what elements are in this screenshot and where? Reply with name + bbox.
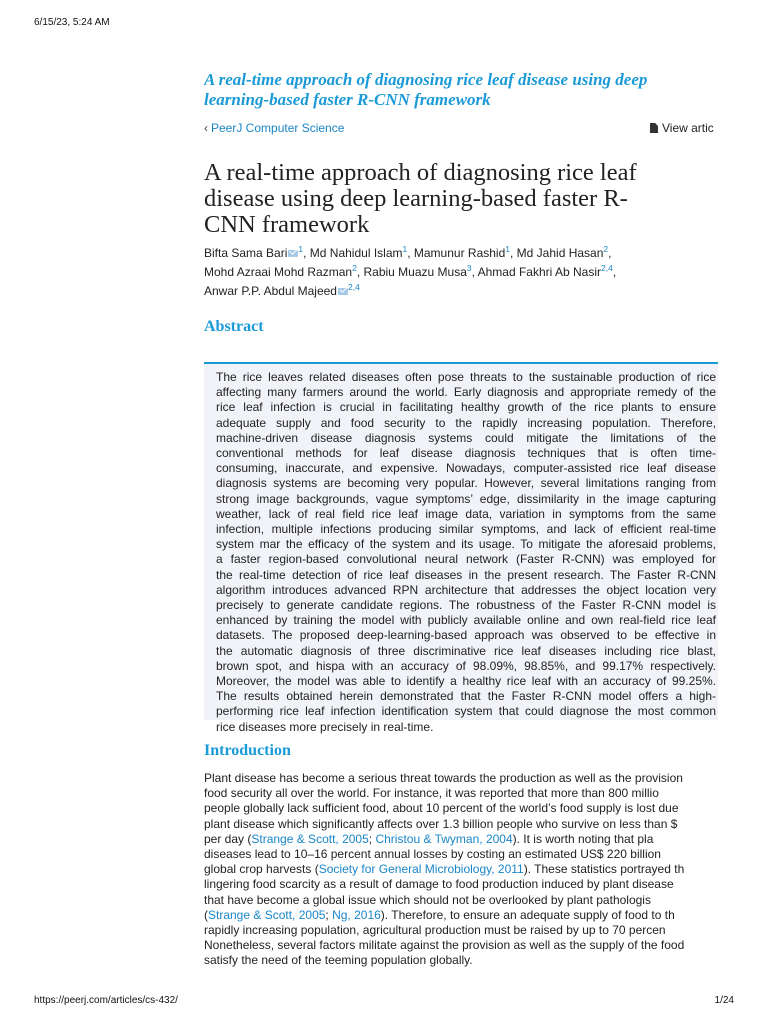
- email-icon[interactable]: [288, 250, 298, 257]
- intro-line: rapidly increasing population, agricultural production must be raised by up to 70 percen: [204, 923, 666, 938]
- intro-text-segment: ;: [368, 831, 376, 846]
- author-list: [204, 244, 718, 301]
- abstract-line: algorithm introduces advanced RPN architecture that addresses the object location very: [216, 582, 716, 597]
- abstract-line: The results obtained herein demonstrated that the Faster R-CNN model offers a high-: [216, 689, 716, 704]
- intro-text-segment: ). These statistics portrayed th: [523, 862, 685, 877]
- intro-line: food security all over the world. For instance, it was reported that more than 800 millio: [204, 786, 659, 801]
- journal-link-label: PeerJ Computer Science: [211, 121, 345, 135]
- top-article-title[interactable]: [204, 70, 718, 110]
- intro-line: people globally lack sufficient food, about 10 percent of the world’s food supply is lost due: [204, 801, 679, 816]
- citation-link[interactable]: Christou & Twyman, 2004: [375, 831, 513, 846]
- author-name[interactable]: Mamunur Rashid: [413, 246, 506, 260]
- citation-link[interactable]: Strange & Scott, 2005: [251, 831, 369, 846]
- journal-back-link[interactable]: [204, 121, 344, 135]
- abstract-line: consuming, inaccurate, and expensive. Nowadays, computer-assisted rice leaf disease: [216, 461, 716, 476]
- author-name[interactable]: Mohd Azraai Mohd Razman: [204, 265, 353, 279]
- intro-text-segment: ). It is worth noting that pla: [512, 831, 654, 846]
- intro-line: lingering food scarcity as a result of damage to food production induced by plant disease: [204, 877, 674, 892]
- print-timestamp: 6/15/23, 5:24 AM: [34, 17, 110, 28]
- abstract-line: enhanced by training the model with publicly available online and own real-field rice leaf: [216, 613, 716, 628]
- intro-text-segment: ;: [325, 907, 333, 922]
- intro-line: [204, 862, 718, 877]
- article-content: [204, 0, 718, 1024]
- author-name[interactable]: Anwar P.P. Abdul Majeed: [204, 284, 337, 298]
- intro-line: Nonetheless, several factors militate against the provision as well as the supply of the food: [204, 938, 685, 953]
- view-article-button[interactable]: [650, 121, 714, 135]
- print-url: https://peerj.com/articles/cs-432/: [34, 995, 178, 1006]
- abstract-line: The rice leaves related diseases often pose threats to the sustainable production of rice: [216, 370, 716, 384]
- email-icon[interactable]: [338, 288, 348, 295]
- author-affiliation[interactable]: 1: [505, 244, 510, 254]
- abstract-line: precisely to generate candidate regions. The robustness of the Faster R-CNN model is: [216, 598, 716, 613]
- intro-line: satisfy the need of the teeming population globally.: [204, 953, 473, 968]
- abstract-line: rice leaf infection is crucial in facilitating healthy growth of the rice plants to ensure: [216, 400, 716, 415]
- author-affiliation[interactable]: 2,4: [601, 263, 613, 273]
- abstract-line: datasets. The proposed deep-learning-based approach was observed to be effective in: [216, 628, 716, 643]
- author-affiliation[interactable]: 1: [402, 244, 408, 254]
- abstract-line: a faster region-based convolutional neural network (Faster R-CNN) was employed for: [216, 552, 716, 567]
- citation-link[interactable]: Strange & Scott, 2005: [208, 907, 326, 922]
- nav-row: [204, 121, 718, 137]
- author-name[interactable]: Rabiu Muazu Musa: [363, 265, 467, 279]
- citation-link[interactable]: Society for General Microbiology, 2011: [318, 862, 524, 877]
- abstract-line: adequate supply and food security to the rapidly increasing population. Therefore,: [216, 415, 716, 430]
- top-title-line-1: A real-time approach of diagnosing rice leaf disease using deep: [204, 70, 648, 89]
- abstract-line: the automatic diagnosis of three discriminative rice leaf diseases including rice blast,: [216, 643, 716, 658]
- chevron-left-icon: ‹: [204, 121, 208, 135]
- intro-text-segment: per day (: [204, 831, 252, 846]
- author-name[interactable]: Md Jahid Hasan: [516, 246, 604, 260]
- author-name[interactable]: Bifta Sama Bari: [204, 246, 288, 260]
- abstract-line: machine-driven disease diagnosis systems could mitigate the limitations of the: [216, 430, 716, 445]
- abstract-line: conventional methods for leaf disease diagnosis techniques that is often time-: [216, 446, 716, 461]
- introduction-text: [204, 771, 718, 969]
- author-line-1: Bifta Sama Bari $^1$, Md Nahidul Islam$^1$, Mamunur Rashid$^1$, Md Jahid Hasan$^2$,: [204, 244, 612, 260]
- author-affiliation[interactable]: 2,4: [347, 282, 360, 292]
- citation-link[interactable]: Ng, 2016: [332, 907, 381, 922]
- abstract-line: performing rice leaf infection identification system that could diagnose the most common: [216, 704, 716, 719]
- article-title-line-1: A real-time approach of diagnosing rice leaf: [204, 159, 637, 186]
- view-article-label: View artic: [662, 121, 714, 135]
- abstract-line: weather, lack of real field rice leaf image data, variation in symptoms from the same: [216, 506, 716, 521]
- intro-line: Plant disease has become a serious threat towards the production as well as the provision: [204, 771, 683, 785]
- abstract-line: diagnosis systems are becoming very popular. However, several limitations ranging from: [216, 476, 716, 491]
- intro-line: diseases lead to 10–16 percent annual losses by costing an estimated US$ 220 billion: [204, 847, 661, 862]
- abstract-line: Moreover, the model was able to identify a healthy rice leaf with an accuracy of 99.25%.: [216, 674, 716, 689]
- abstract-line: affecting many farmers around the world. Early diagnosis and appropriate remedy of the: [216, 385, 716, 400]
- author-affiliation[interactable]: 1: [298, 244, 304, 254]
- abstract-line: brown spot, and hispa with an accuracy of 98.09%, 98.85%, and 99.17% respectively.: [216, 658, 716, 673]
- abstract-box: [204, 362, 718, 734]
- introduction-heading: Introduction: [204, 742, 291, 759]
- document-icon: [650, 123, 658, 133]
- author-line-3: [204, 282, 718, 301]
- article-title-line-3: CNN framework: [204, 211, 370, 238]
- intro-text-segment: ). Therefore, to ensure an adequate supply of food to th: [380, 907, 675, 922]
- author-name[interactable]: Md Nahidul Islam: [309, 246, 403, 260]
- author-affiliation[interactable]: 2: [603, 244, 609, 254]
- abstract-line: infection, multiple infections producing similar symptoms, and lack of efficient real-time: [216, 522, 716, 537]
- intro-line: [204, 908, 718, 923]
- article-title: [204, 160, 718, 238]
- author-name[interactable]: Ahmad Fakhri Ab Nasir: [477, 265, 602, 279]
- intro-text-segment: (: [204, 907, 208, 922]
- author-affiliation[interactable]: 2: [352, 263, 357, 273]
- intro-line: that have become a global issue which should not be overlooked by plant pathologis: [204, 892, 651, 907]
- intro-line: plant disease which significantly affects over 1.3 billion people who survive on less than $: [204, 816, 678, 831]
- abstract-text: [216, 370, 716, 735]
- abstract-line: the real-time detection of rice leaf diseases in the present research. The Faster R-CNN: [216, 567, 716, 582]
- abstract-line: rice diseases more precisely in real-time.: [216, 719, 434, 734]
- abstract-heading: Abstract: [204, 318, 264, 335]
- author-affiliation[interactable]: 3: [466, 263, 472, 273]
- print-page-number: 1/24: [714, 995, 734, 1006]
- top-title-line-2: learning-based faster R-CNN framework: [204, 90, 491, 109]
- intro-line: [204, 832, 718, 847]
- article-title-line-2: disease using deep learning-based faster R-: [204, 185, 628, 212]
- intro-text-segment: global crop harvests (: [204, 862, 319, 877]
- abstract-line: strong image backgrounds, vague symptoms’ edge, dissimilarity in the image capturing: [216, 491, 716, 506]
- abstract-line: system mar the efficacy of the system and its usage. To mitigate the aforesaid problems,: [216, 537, 716, 552]
- author-line-2: Mohd Azraai Mohd Razman$^2$, Rabiu Muazu Musa$^3$, Ahmad Fakhri Ab Nasir$^{2,4}$,: [204, 263, 617, 279]
